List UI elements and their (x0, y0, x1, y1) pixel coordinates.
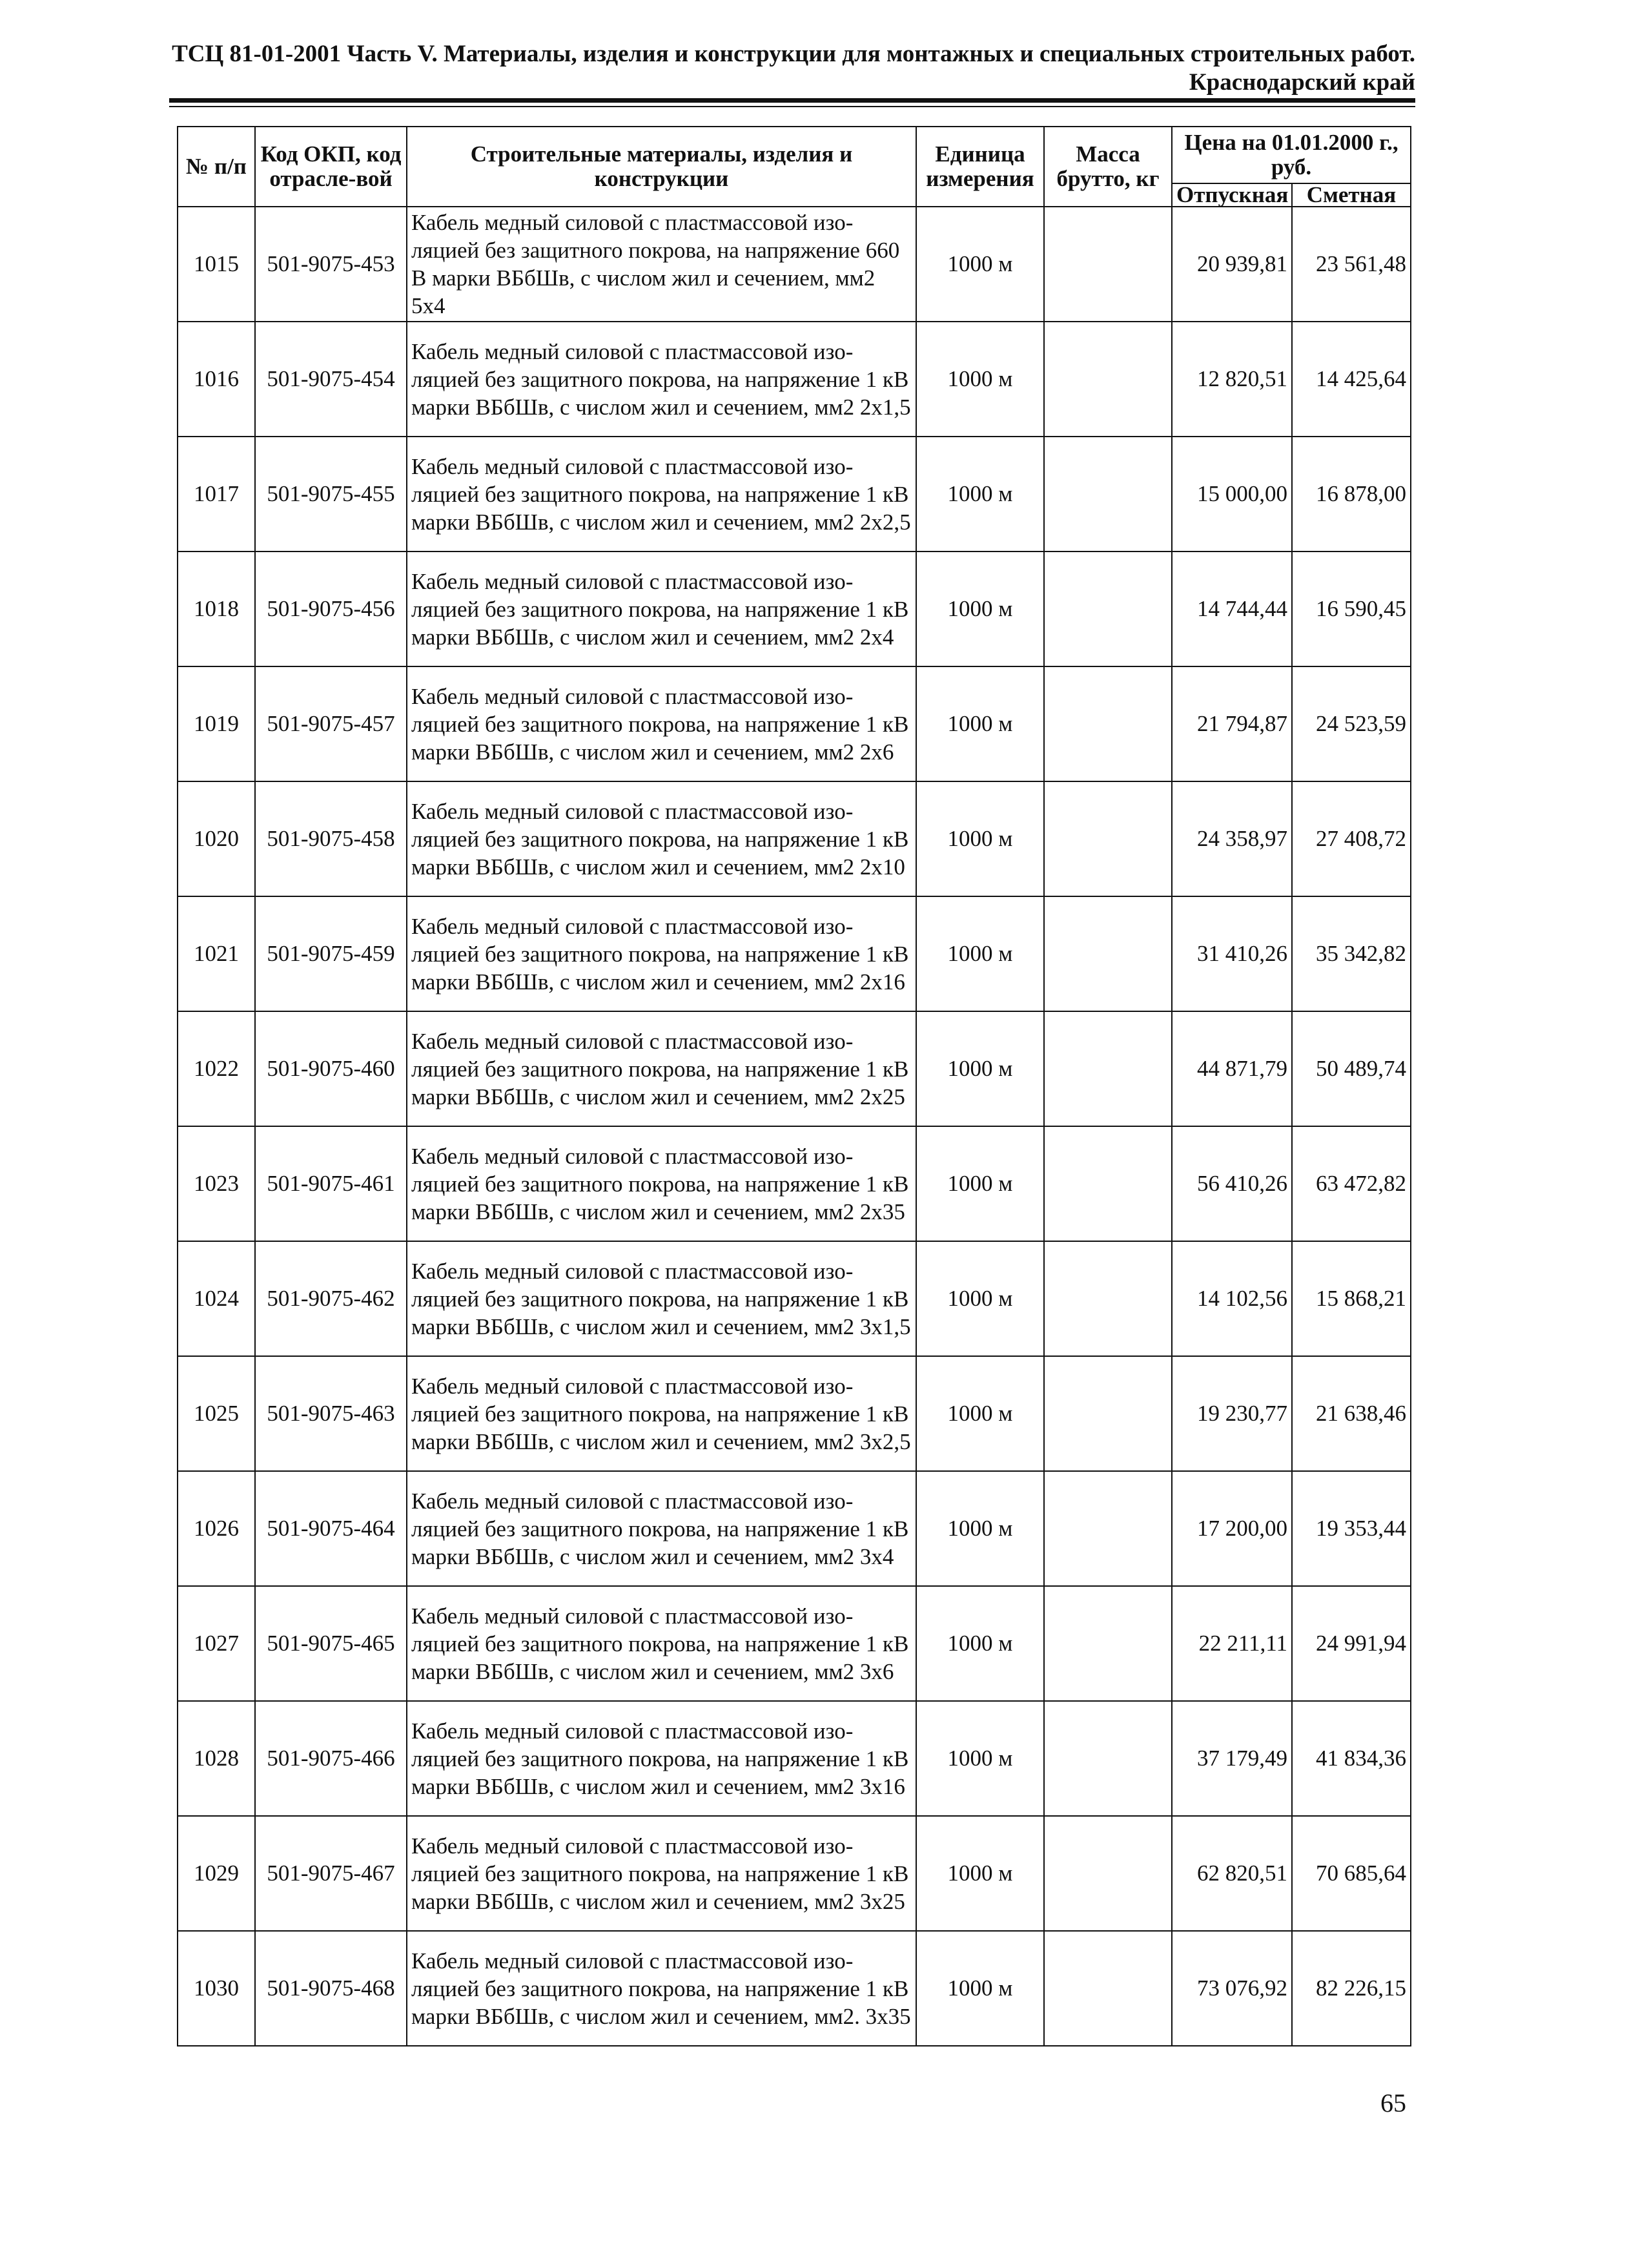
col-header-price-estimate: Сметная (1292, 183, 1411, 207)
okp-code-cell: 501-9075-464 (255, 1471, 407, 1586)
release-price-cell: 37 179,49 (1172, 1701, 1292, 1816)
estimate-price-cell: 82 226,15 (1292, 1931, 1411, 2046)
material-description-cell: Кабель медный силовой с пластмассовой изо-ляцией без защитного покрова, на напряжение 1 кВ марки ВБбШв, с числом жил и сечением, мм2 2х1,5 (407, 322, 916, 437)
mass-cell (1044, 1011, 1172, 1126)
unit-cell: 1000 м (916, 896, 1044, 1011)
material-description-cell: Кабель медный силовой с пластмассовой изо-ляцией без защитного покрова, на напряжение 1 кВ марки ВБбШв, с числом жил и сечением, мм2 3х25 (407, 1816, 916, 1931)
estimate-price-cell: 16 878,00 (1292, 437, 1411, 552)
row-number-cell: 1025 (178, 1356, 255, 1471)
unit-cell: 1000 м (916, 1816, 1044, 1931)
mass-cell (1044, 1586, 1172, 1701)
unit-cell: 1000 м (916, 1241, 1044, 1356)
col-header-price-release: Отпускная (1172, 183, 1292, 207)
estimate-price-cell: 19 353,44 (1292, 1471, 1411, 1586)
table-row (178, 1471, 1411, 1586)
release-price-cell: 21 794,87 (1172, 666, 1292, 781)
okp-code-cell: 501-9075-462 (255, 1241, 407, 1356)
table-row (178, 1586, 1411, 1701)
unit-cell: 1000 м (916, 1356, 1044, 1471)
release-price-cell: 22 211,11 (1172, 1586, 1292, 1701)
unit-cell: 1000 м (916, 666, 1044, 781)
row-number-cell: 1018 (178, 552, 255, 666)
col-header-num: № п/п (178, 127, 255, 207)
row-number-cell: 1019 (178, 666, 255, 781)
row-number-cell: 1023 (178, 1126, 255, 1241)
table-row (178, 1816, 1411, 1931)
release-price-cell: 20 939,81 (1172, 207, 1292, 322)
row-number-cell: 1017 (178, 437, 255, 552)
material-description-cell: Кабель медный силовой с пластмассовой изо-ляцией без защитного покрова, на напряжение 1 кВ марки ВБбШв, с числом жил и сечением, мм2 2х6 (407, 666, 916, 781)
unit-cell: 1000 м (916, 1126, 1044, 1241)
release-price-cell: 15 000,00 (1172, 437, 1292, 552)
mass-cell (1044, 1931, 1172, 2046)
okp-code-cell: 501-9075-461 (255, 1126, 407, 1241)
estimate-price-cell: 41 834,36 (1292, 1701, 1411, 1816)
page-number: 65 (1380, 2088, 1406, 2118)
table-row (178, 781, 1411, 896)
row-number-cell: 1024 (178, 1241, 255, 1356)
unit-cell: 1000 м (916, 322, 1044, 437)
okp-code-cell: 501-9075-453 (255, 207, 407, 322)
table-row (178, 207, 1411, 322)
okp-code-cell: 501-9075-466 (255, 1701, 407, 1816)
estimate-price-cell: 24 523,59 (1292, 666, 1411, 781)
col-header-okp: Код ОКП, код отрасле-вой (255, 127, 407, 207)
mass-cell (1044, 1241, 1172, 1356)
estimate-price-cell: 50 489,74 (1292, 1011, 1411, 1126)
mass-cell (1044, 322, 1172, 437)
release-price-cell: 73 076,92 (1172, 1931, 1292, 2046)
release-price-cell: 17 200,00 (1172, 1471, 1292, 1586)
material-description-cell: Кабель медный силовой с пластмассовой изо-ляцией без защитного покрова, на напряжение 1 кВ марки ВБбШв, с числом жил и сечением, мм2 3х2,5 (407, 1356, 916, 1471)
row-number-cell: 1021 (178, 896, 255, 1011)
okp-code-cell: 501-9075-459 (255, 896, 407, 1011)
table-body (178, 207, 1411, 2046)
row-number-cell: 1027 (178, 1586, 255, 1701)
table-row (178, 1241, 1411, 1356)
estimate-price-cell: 23 561,48 (1292, 207, 1411, 322)
estimate-price-cell: 35 342,82 (1292, 896, 1411, 1011)
mass-cell (1044, 1471, 1172, 1586)
table-row (178, 437, 1411, 552)
mass-cell (1044, 666, 1172, 781)
col-header-name: Строительные материалы, изделия и конструкции (407, 127, 916, 207)
release-price-cell: 14 102,56 (1172, 1241, 1292, 1356)
row-number-cell: 1029 (178, 1816, 255, 1931)
table-row (178, 1011, 1411, 1126)
header-rule-thin (169, 106, 1415, 107)
row-number-cell: 1016 (178, 322, 255, 437)
document-header-region: Краснодарский край (1189, 69, 1415, 96)
okp-code-cell: 501-9075-463 (255, 1356, 407, 1471)
release-price-cell: 19 230,77 (1172, 1356, 1292, 1471)
estimate-price-cell: 16 590,45 (1292, 552, 1411, 666)
release-price-cell: 31 410,26 (1172, 896, 1292, 1011)
material-description-cell: Кабель медный силовой с пластмассовой изо-ляцией без защитного покрова, на напряжение 1 кВ марки ВБбШв, с числом жил и сечением, мм2 2х16 (407, 896, 916, 1011)
okp-code-cell: 501-9075-467 (255, 1816, 407, 1931)
mass-cell (1044, 1701, 1172, 1816)
col-header-unit: Единица измерения (916, 127, 1044, 207)
estimate-price-cell: 70 685,64 (1292, 1816, 1411, 1931)
unit-cell: 1000 м (916, 1931, 1044, 2046)
unit-cell: 1000 м (916, 552, 1044, 666)
mass-cell (1044, 896, 1172, 1011)
header-rule-thick (169, 98, 1415, 103)
material-description-cell: Кабель медный силовой с пластмассовой изо-ляцией без защитного покрова, на напряжение 1 кВ марки ВБбШв, с числом жил и сечением, мм2 2х4 (407, 552, 916, 666)
table-row (178, 666, 1411, 781)
mass-cell (1044, 781, 1172, 896)
mass-cell (1044, 1816, 1172, 1931)
col-header-price-group: Цена на 01.01.2000 г., руб. (1172, 127, 1411, 183)
table-row (178, 552, 1411, 666)
table-row (178, 896, 1411, 1011)
mass-cell (1044, 1126, 1172, 1241)
release-price-cell: 62 820,51 (1172, 1816, 1292, 1931)
row-number-cell: 1026 (178, 1471, 255, 1586)
unit-cell: 1000 м (916, 1586, 1044, 1701)
estimate-price-cell: 14 425,64 (1292, 322, 1411, 437)
release-price-cell: 12 820,51 (1172, 322, 1292, 437)
row-number-cell: 1020 (178, 781, 255, 896)
release-price-cell: 44 871,79 (1172, 1011, 1292, 1126)
row-number-cell: 1030 (178, 1931, 255, 2046)
mass-cell (1044, 552, 1172, 666)
row-number-cell: 1015 (178, 207, 255, 322)
material-description-cell: Кабель медный силовой с пластмассовой изо-ляцией без защитного покрова, на напряжение 1 кВ марки ВБбШв, с числом жил и сечением, мм2 3х16 (407, 1701, 916, 1816)
unit-cell: 1000 м (916, 207, 1044, 322)
okp-code-cell: 501-9075-468 (255, 1931, 407, 2046)
material-description-cell: Кабель медный силовой с пластмассовой изо-ляцией без защитного покрова, на напряжение 1 кВ марки ВБбШв, с числом жил и сечением, мм2 3х4 (407, 1471, 916, 1586)
unit-cell: 1000 м (916, 1011, 1044, 1126)
mass-cell (1044, 207, 1172, 322)
material-description-cell: Кабель медный силовой с пластмассовой изо-ляцией без защитного покрова, на напряжение 1 кВ марки ВБбШв, с числом жил и сечением, мм2 3х6 (407, 1586, 916, 1701)
table-row (178, 1701, 1411, 1816)
mass-cell (1044, 1356, 1172, 1471)
mass-cell (1044, 437, 1172, 552)
material-description-cell: Кабель медный силовой с пластмассовой изо-ляцией без защитного покрова, на напряжение 1 кВ марки ВБбШв, с числом жил и сечением, мм2 3х1,5 (407, 1241, 916, 1356)
okp-code-cell: 501-9075-455 (255, 437, 407, 552)
estimate-price-cell: 21 638,46 (1292, 1356, 1411, 1471)
unit-cell: 1000 м (916, 781, 1044, 896)
okp-code-cell: 501-9075-465 (255, 1586, 407, 1701)
material-description-cell: Кабель медный силовой с пластмассовой изо-ляцией без защитного покрова, на напряжение 1 кВ марки ВБбШв, с числом жил и сечением, мм2 2х2,5 (407, 437, 916, 552)
okp-code-cell: 501-9075-460 (255, 1011, 407, 1126)
estimate-price-cell: 24 991,94 (1292, 1586, 1411, 1701)
estimate-price-cell: 63 472,82 (1292, 1126, 1411, 1241)
release-price-cell: 14 744,44 (1172, 552, 1292, 666)
material-description-cell: Кабель медный силовой с пластмассовой изо-ляцией без защитного покрова, на напряжение 660 В марки ВБбШв, с числом жил и сечением, мм2 5х4 (407, 207, 916, 322)
release-price-cell: 56 410,26 (1172, 1126, 1292, 1241)
material-description-cell: Кабель медный силовой с пластмассовой изо-ляцией без защитного покрова, на напряжение 1 кВ марки ВБбШв, с числом жил и сечением, мм2 2х35 (407, 1126, 916, 1241)
okp-code-cell: 501-9075-458 (255, 781, 407, 896)
unit-cell: 1000 м (916, 1471, 1044, 1586)
table-row (178, 1931, 1411, 2046)
okp-code-cell: 501-9075-457 (255, 666, 407, 781)
table-row (178, 322, 1411, 437)
table-row (178, 1356, 1411, 1471)
okp-code-cell: 501-9075-456 (255, 552, 407, 666)
material-description-cell: Кабель медный силовой с пластмассовой изо-ляцией без защитного покрова, на напряжение 1 кВ марки ВБбШв, с числом жил и сечением, мм2 2х25 (407, 1011, 916, 1126)
table-row (178, 1126, 1411, 1241)
row-number-cell: 1028 (178, 1701, 255, 1816)
okp-code-cell: 501-9075-454 (255, 322, 407, 437)
unit-cell: 1000 м (916, 437, 1044, 552)
material-description-cell: Кабель медный силовой с пластмассовой изо-ляцией без защитного покрова, на напряжение 1 кВ марки ВБбШв, с числом жил и сечением, мм2. 3х35 (407, 1931, 916, 2046)
estimate-price-cell: 15 868,21 (1292, 1241, 1411, 1356)
col-header-mass: Масса брутто, кг (1044, 127, 1172, 207)
price-table (177, 126, 1411, 2046)
estimate-price-cell: 27 408,72 (1292, 781, 1411, 896)
row-number-cell: 1022 (178, 1011, 255, 1126)
document-header-title: ТСЦ 81-01-2001 Часть V. Материалы, изделия и конструкции для монтажных и специальных строительных работ. (172, 41, 1415, 67)
release-price-cell: 24 358,97 (1172, 781, 1292, 896)
unit-cell: 1000 м (916, 1701, 1044, 1816)
material-description-cell: Кабель медный силовой с пластмассовой изо-ляцией без защитного покрова, на напряжение 1 кВ марки ВБбШв, с числом жил и сечением, мм2 2х10 (407, 781, 916, 896)
